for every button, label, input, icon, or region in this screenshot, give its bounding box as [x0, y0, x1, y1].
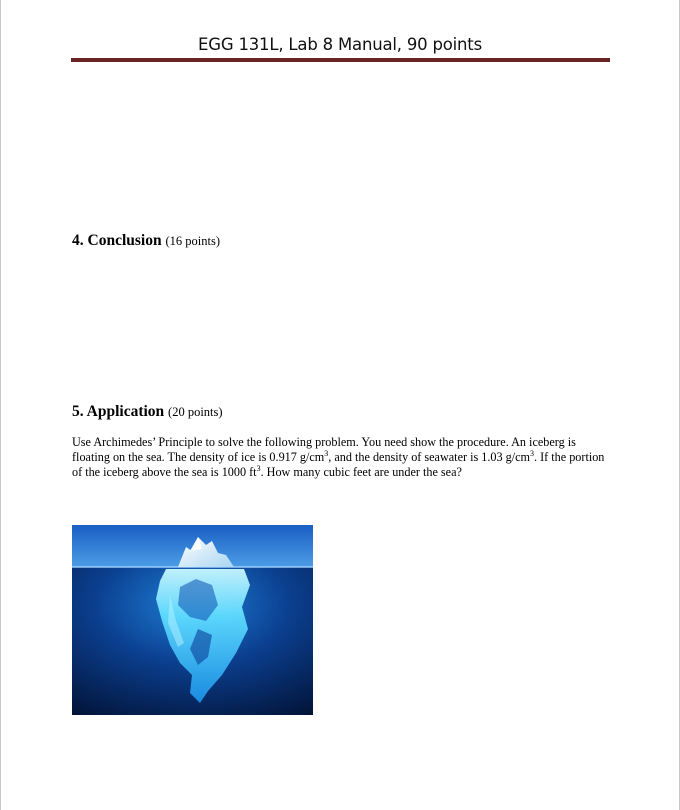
problem-text-part-3: . If the portion of the iceberg above the sea is 1000 ft: [72, 450, 605, 479]
page-header-title: EGG 131L, Lab 8 Manual, 90 points: [198, 35, 482, 54]
conclusion-points: (16 points): [165, 234, 220, 248]
iceberg-photo: [72, 525, 313, 715]
problem-text-part-1: Use Archimedes’ Principle to solve the following problem. You need show the procedure. An iceberg is floating on the sea. The density of ice is 0.917 g/cm: [72, 435, 576, 464]
problem-text-part-4: . How many cubic feet are under the sea?: [260, 465, 462, 479]
ft3-superscript: 3: [256, 463, 261, 473]
cm3-superscript: 3: [324, 448, 329, 458]
application-problem-text: [72, 435, 607, 480]
application-heading: [72, 403, 223, 421]
application-title: 5. Application: [72, 403, 165, 420]
page-edge-left: [0, 0, 1, 810]
cm3-superscript-2: 3: [530, 448, 534, 458]
conclusion-title: 4. Conclusion: [72, 232, 162, 249]
header-rule: [71, 58, 610, 62]
application-points: (20 points): [168, 405, 223, 419]
conclusion-heading: [72, 232, 220, 250]
problem-text-part-2: , and the density of seawater is 1.03 g/cm: [328, 450, 530, 464]
